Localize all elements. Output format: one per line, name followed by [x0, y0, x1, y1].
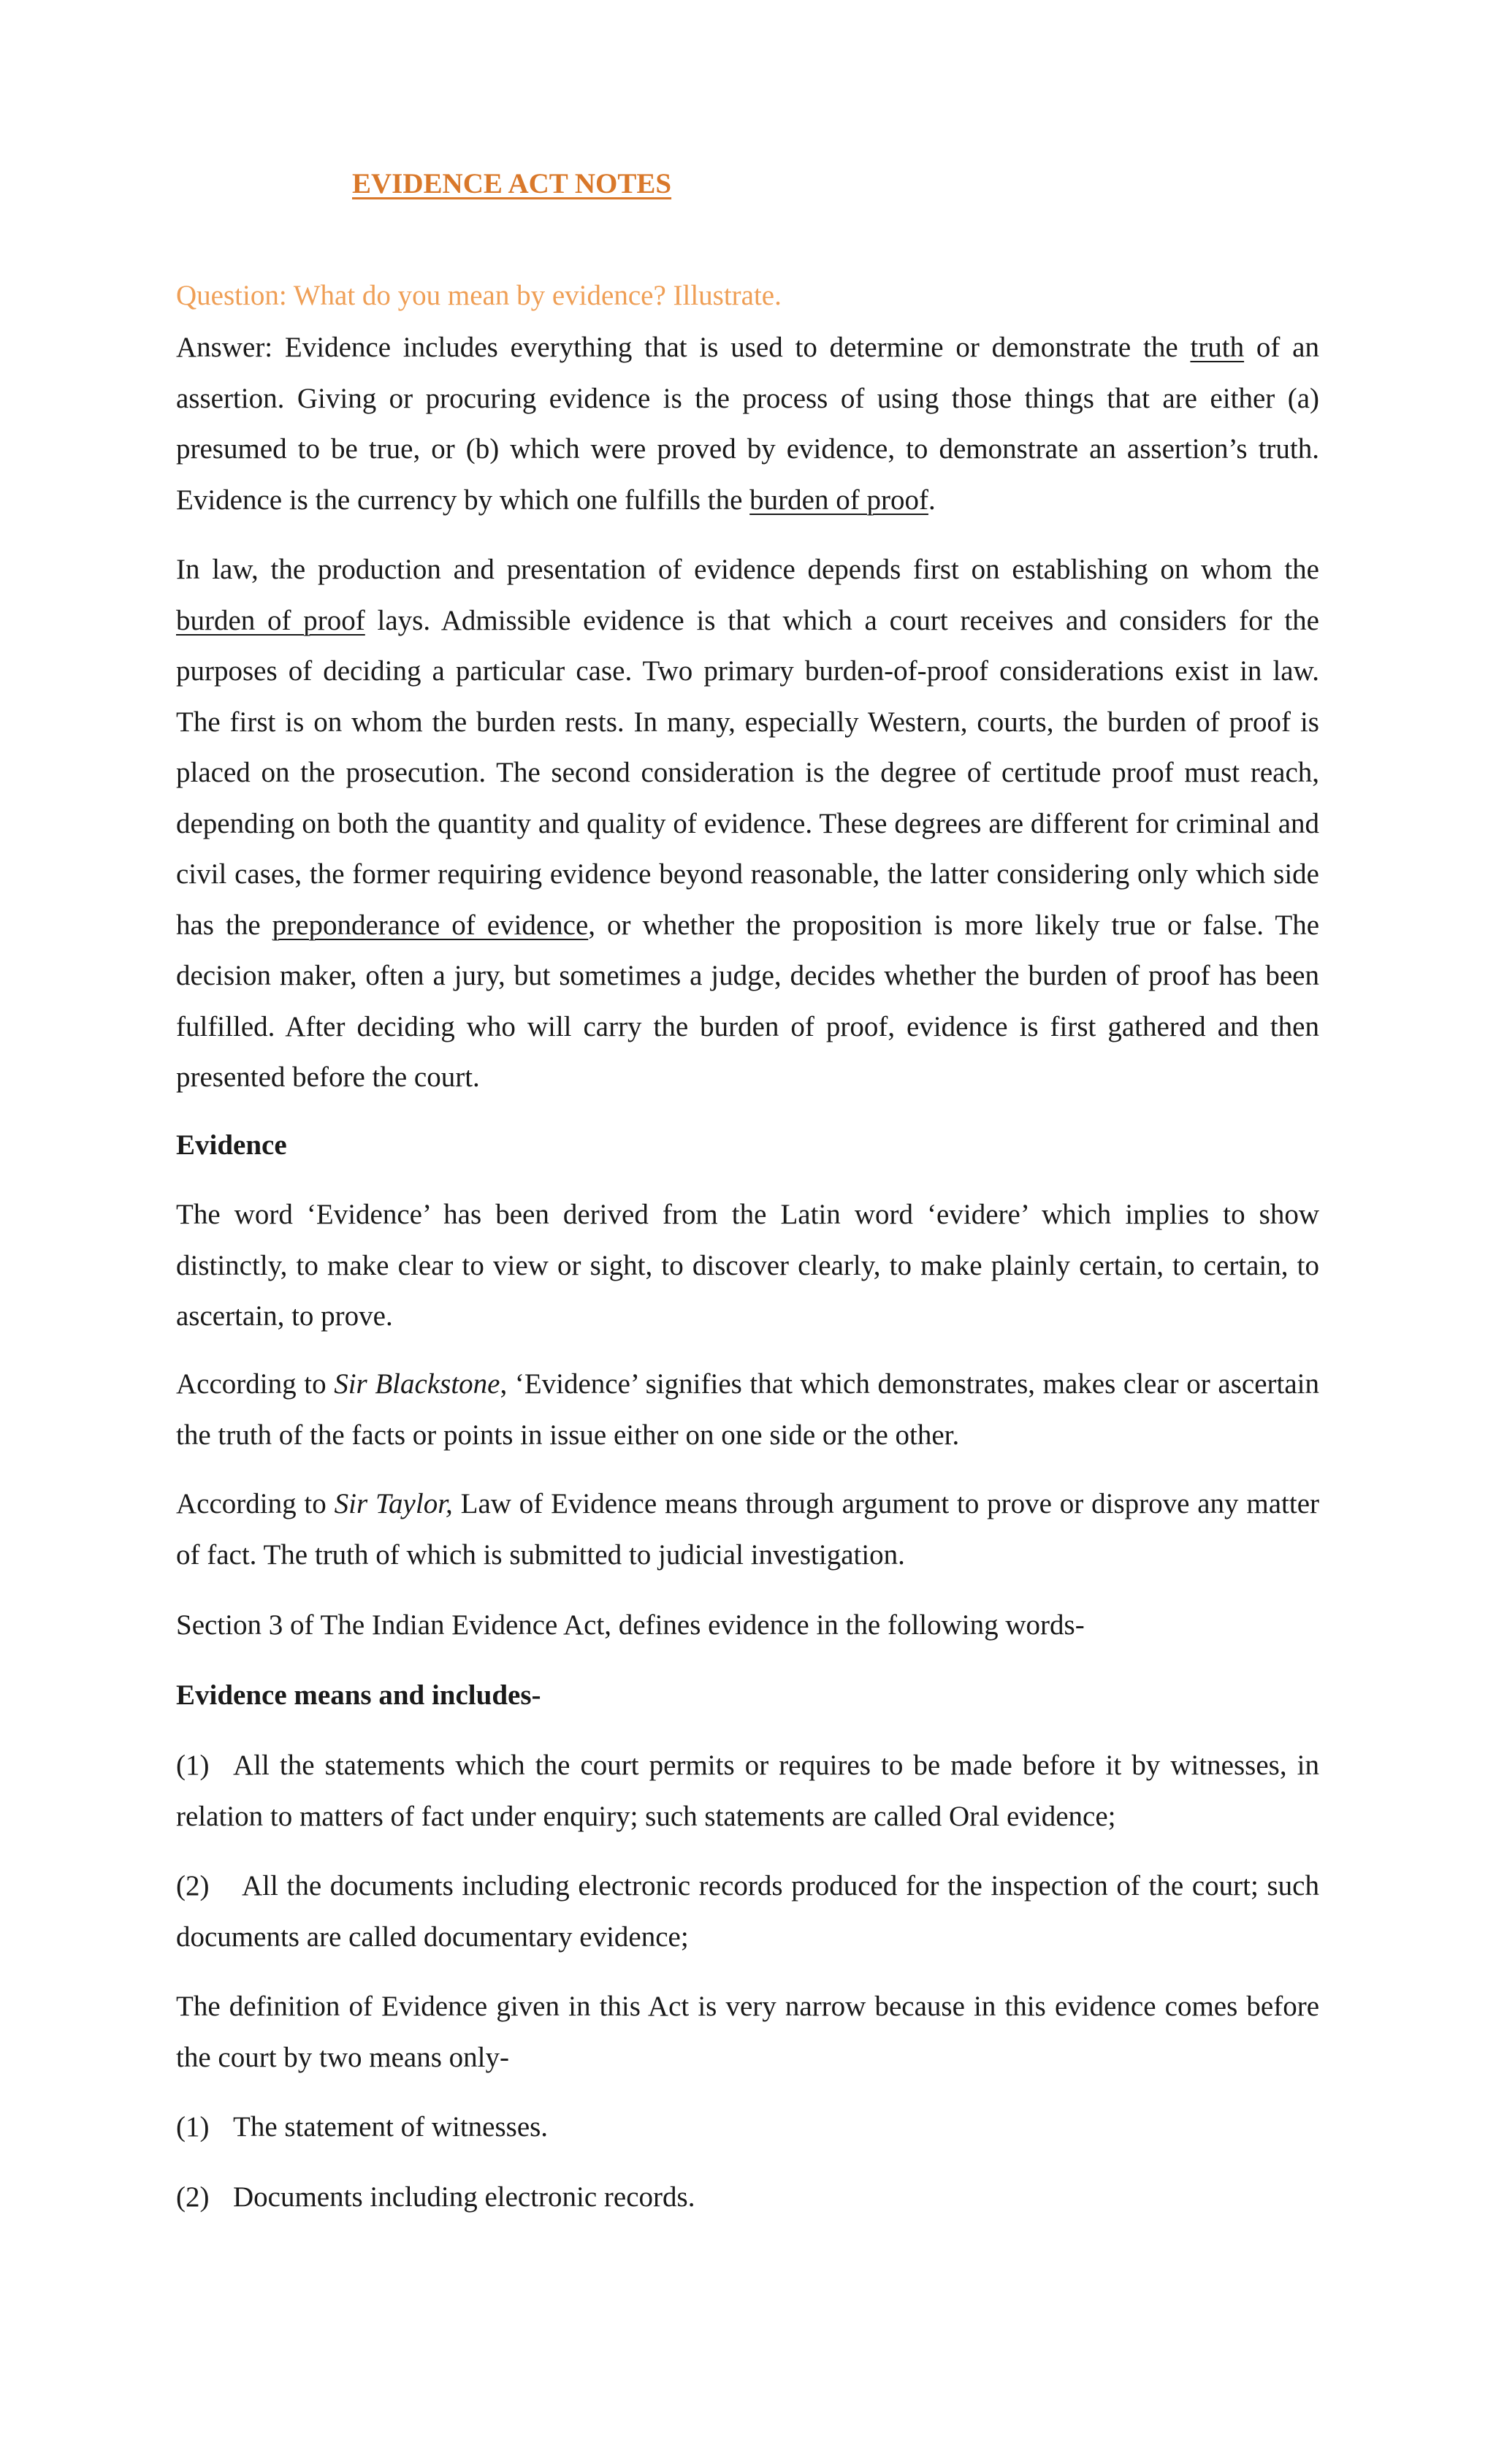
evidence-heading	[176, 1120, 1319, 1171]
blackstone-name: Sir Blackstone	[334, 1368, 500, 1400]
burden-of-proof-link[interactable]: burden of proof	[749, 484, 928, 516]
taylor-name: Sir Taylor,	[334, 1488, 453, 1519]
section3-text: Section 3 of The Indian Evidence Act, defines evidence in the following words-	[176, 1609, 1085, 1641]
answer-paragraph	[176, 322, 1319, 525]
burden-of-proof-link-2[interactable]: burden of proof	[176, 604, 365, 636]
taylor-text-2: Law of Evidence means through argument to prove or disprove any matter of fact. The truth of which is submitted to judicial investigation.	[176, 1488, 1319, 1571]
means-item-1-text: The statement of witnesses.	[233, 2111, 549, 2143]
means-heading-text: Evidence means and includes-	[176, 1679, 541, 1711]
includes-item-2	[176, 1861, 1319, 1962]
answer-mid: of an assertion. Giving or procuring evidence is the process of using those things that are either (a) presumed to be true, or (b) which were proved by evidence, to demonstrate an assertion’s truth. Evidence is the currency by which one fulfills the	[176, 332, 1319, 516]
question-text: Question: What do you mean by evidence? Illustrate.	[176, 280, 782, 311]
includes-item-2-number: (2)	[176, 1870, 210, 1902]
definition-text: The definition of Evidence given in this Act is very narrow because in this evidence comes before the court by two means only-	[176, 1991, 1319, 2073]
means-item-2-number: (2)	[176, 2181, 210, 2213]
law-text-3: , or whether the proposition is more likely true or false. The decision maker, often a jury, but sometimes a judge, decides whether the burden of proof has been fulfilled. After deciding who will carry the burden of proof, evidence is first gathered and then presented before the court.	[176, 909, 1319, 1093]
law-paragraph	[176, 544, 1319, 1103]
blackstone-text-2: , ‘Evidence’ signifies that which demonstrates, makes clear or ascertain the truth of the facts or points in issue either on one side or the other.	[176, 1368, 1319, 1451]
answer-end: .	[928, 484, 936, 516]
question-line	[176, 270, 1319, 321]
means-item-2	[176, 2172, 1319, 2223]
taylor-text-1: According to	[176, 1488, 335, 1519]
word-origin-text: The word ‘Evidence’ has been derived from the Latin word ‘evidere’ which implies to show distinctly, to make clear to view or sight, to discover clearly, to make plainly certain, to certain, to ascertain, to prove.	[176, 1199, 1319, 1332]
evidence-heading-text: Evidence	[176, 1129, 287, 1161]
section3-paragraph	[176, 1600, 1319, 1651]
definition-paragraph	[176, 1981, 1319, 2083]
means-item-1	[176, 2102, 1319, 2153]
includes-item-1	[176, 1740, 1319, 1842]
truth-link[interactable]: truth	[1190, 332, 1245, 363]
document-title: EVIDENCE ACT NOTES	[352, 168, 672, 199]
includes-item-1-number: (1)	[176, 1750, 210, 1781]
includes-item-1-text: All the statements which the court permits or requires to be made before it by witnesses, in relation to matters of fact under enquiry; such statements are called Oral evidence;	[176, 1750, 1319, 1832]
blackstone-text-1: According to	[176, 1368, 335, 1400]
means-heading	[176, 1670, 1319, 1721]
law-text-2: lays. Admissible evidence is that which a court receives and considers for the purposes of deciding a particular case. Two primary burden-of-proof considerations exist in law. The first is on whom the burden rests. In many, especially Western, courts, the burden of proof is placed on the prosecution. The second consideration is the degree of certitude proof must reach, depending on both the quantity and quality of evidence. These degrees are different for criminal and civil cases, the former requiring evidence beyond reasonable, the latter considering only which side has the	[176, 604, 1319, 941]
preponderance-link[interactable]: preponderance of evidence	[272, 909, 589, 941]
word-origin-paragraph	[176, 1189, 1319, 1342]
blackstone-paragraph	[176, 1359, 1319, 1460]
answer-prefix: Answer: Evidence includes everything that is used to determine or demonstrate the	[176, 332, 1191, 363]
law-text-1: In law, the production and presentation of evidence depends first on establishing on whom the	[176, 554, 1319, 585]
taylor-paragraph	[176, 1479, 1319, 1580]
means-item-1-number: (1)	[176, 2111, 210, 2143]
means-item-2-text: Documents including electronic records.	[233, 2181, 695, 2213]
includes-item-2-text: All the documents including electronic records produced for the inspection of the court; such documents are called documentary evidence;	[176, 1870, 1319, 1953]
